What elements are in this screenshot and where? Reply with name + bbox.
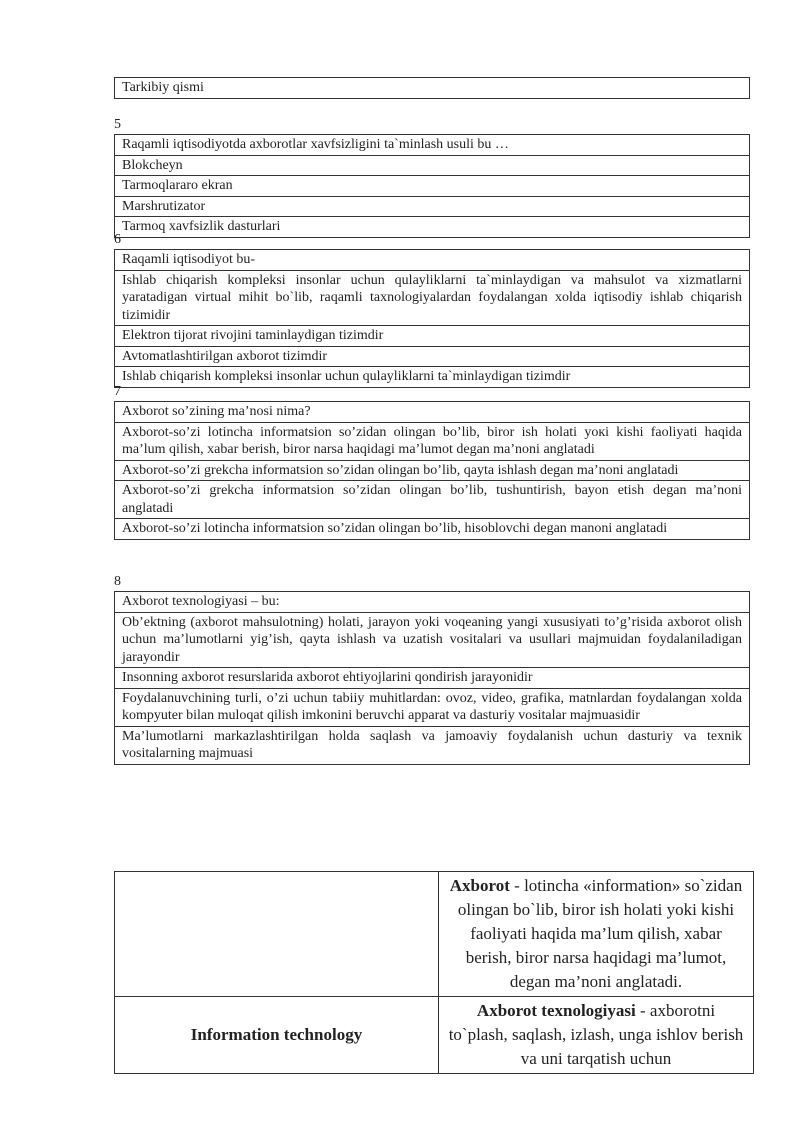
answer-option: Axborot-so’zi lotincha informatsion so’zidan olingan bo’lib, biror ish holati yoкi kishi faoliyati haqida ma’lum qilish, xabar berish, biror narsa haqidagi ma’lumot degan ma’noni anglatadi bbox=[114, 423, 750, 461]
question-table-7 bbox=[114, 401, 750, 540]
question-table-8 bbox=[114, 591, 750, 765]
question-number-7: 7 bbox=[114, 384, 121, 399]
answer-option: Ob’ektning (axborot mahsulotning) holati, jarayon yoki voqeaning yangi xususiyati to’g’risida axborot olish uchun ma’lumotlarni yig’ish, qayta ishlash va uzatish vositalari va usullari majmuidan foydalaniladigan jarayondir bbox=[114, 613, 750, 669]
glossary-row bbox=[115, 872, 754, 997]
glossary-definition-text: - axborotni to`plash, saqlash, izlash, unga ishlov berish va uni tarqatish uchun bbox=[448, 1001, 744, 1068]
answer-option: Axborot-so’zi grekcha informatsion so’zidan olingan bo’lib, qayta ishlash degan ma’noni anglatadi bbox=[114, 461, 750, 482]
glossary-definition-text: - lotincha «information» so`zidan olingan bo`lib, biror ish holati yoki kishi faoliyati haqida ma’lum qilish, xabar berish, biror narsa haqidagi ma’lumot, degan ma’noni anglatadi. bbox=[457, 876, 743, 991]
glossary-term-bold: Axborot texnologiyasi bbox=[476, 1001, 636, 1020]
question-text: Axborot texnologiyasi – bu: bbox=[114, 591, 750, 613]
question-number-8: 8 bbox=[114, 574, 121, 589]
answer-option: Elektron tijorat rivojini taminlaydigan tizimdir bbox=[114, 326, 750, 347]
question-table-5 bbox=[114, 134, 750, 238]
header-table bbox=[114, 77, 750, 99]
answer-option: Avtomatlashtirilgan axborot tizimdir bbox=[114, 347, 750, 368]
glossary-row bbox=[115, 997, 754, 1074]
answer-option: Insonning axborot resurslarida axborot ehtiyojlarini qondirish jarayonidir bbox=[114, 668, 750, 689]
glossary-term-cell bbox=[115, 872, 439, 997]
answer-option: Ishlab chiqarish kompleksi insonlar uchun qulayliklarni ta`minlaydigan tizimdir bbox=[114, 367, 750, 388]
answer-option: Tarmoq xavfsizlik dasturlari bbox=[114, 217, 750, 238]
glossary-term-cell bbox=[115, 997, 439, 1074]
glossary-table bbox=[114, 871, 754, 1074]
answer-option: Marshrutizator bbox=[114, 197, 750, 218]
header-cell: Tarkibiy qismi bbox=[114, 77, 750, 99]
answer-option: Tarmoqlararo ekran bbox=[114, 176, 750, 197]
answer-option: Axborot-so’zi lotincha informatsion so’zidan olingan bo’lib, hisoblovchi degan manoni anglatadi bbox=[114, 519, 750, 540]
glossary-term-bold: Information technology bbox=[190, 1025, 363, 1044]
question-text: Axborot so’zining ma’nosi nima? bbox=[114, 401, 750, 423]
question-text: Raqamli iqtisodiyotda axborotlar xavfsizligini ta`minlash usuli bu … bbox=[114, 134, 750, 156]
glossary-definition-cell bbox=[439, 997, 754, 1074]
answer-option: Foydalanuvchining turli, o’zi uchun tabiiy muhitlardan: ovoz, video, grafika, matnlardan foydalangan xolda kompyuter bilan muloqat qilish imkonini beruvchi apparat va dasturiy vositalar majmuasidir bbox=[114, 689, 750, 727]
answer-option: Ma’lumotlarni markazlashtirilgan holda saqlash va jamoaviy foydalanish uchun dasturiy va texnik vositalarning majmuasi bbox=[114, 727, 750, 765]
answer-option: Axborot-so’zi grekcha informatsion so’zidan olingan bo’lib, tushuntirish, bayon etish degan ma’noni anglatadi bbox=[114, 481, 750, 519]
question-number-6: 6 bbox=[114, 232, 121, 247]
glossary-definition-cell bbox=[439, 872, 754, 997]
question-number-5: 5 bbox=[114, 117, 121, 132]
answer-option: Ishlab chiqarish kompleksi insonlar uchun qulayliklarni ta`minlaydigan va mahsulot va xizmatlarni yaratadigan virtual mihit bo`lib, raqamli taxnologiyalardan foydalangan xolda iqtisodiy ishlab chiqarish tizimidir bbox=[114, 271, 750, 327]
glossary-term-bold: Axborot bbox=[449, 876, 510, 895]
question-text: Raqamli iqtisodiyot bu- bbox=[114, 249, 750, 271]
answer-option: Blokcheyn bbox=[114, 156, 750, 177]
question-table-6 bbox=[114, 249, 750, 388]
